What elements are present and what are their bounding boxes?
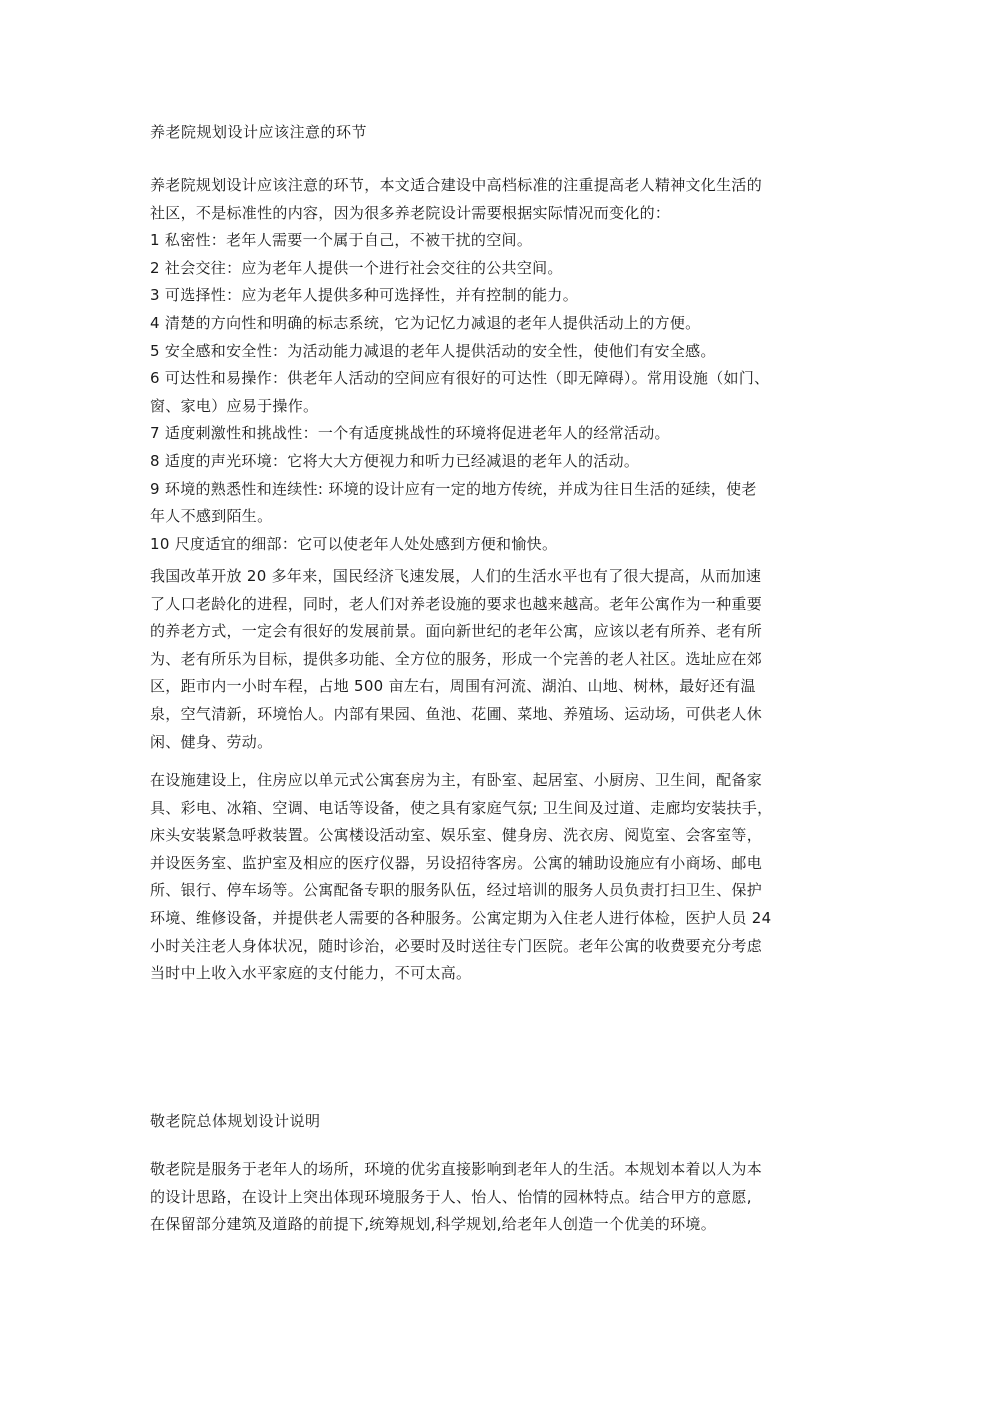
paragraph-line: 具、彩电、冰箱、空调、电话等设备，使之具有家庭气氛; 卫生间及过道、走廊均安装扶手， xyxy=(150,798,773,817)
list-item: 年人不感到陌生。 xyxy=(150,507,273,526)
paragraph-line: 的养老方式，一定会有很好的发展前景。面向新世纪的老年公寓，应该以老有所养、老有所 xyxy=(150,622,763,641)
paragraph-line: 所、银行、停车场等。公寓配备专职的服务队伍，经过培训的服务人员负责打扫卫生、保护 xyxy=(150,881,763,900)
section1-intro xyxy=(150,172,860,227)
list-item: 4 清楚的方向性和明确的标志系统，它为记忆力减退的老年人提供活动上的方便。 xyxy=(150,313,701,332)
list-item: 5 安全感和安全性：为活动能力减退的老年人提供活动的安全性，使他们有安全感。 xyxy=(150,341,716,360)
paragraph-line: 环境、维修设备，并提供老人需要的各种服务。公寓定期为入住老人进行体检，医护人员 24 xyxy=(150,908,772,927)
paragraph-line: 的设计思路，在设计上突出体现环境服务于人、怡人、怡情的园林特点。结合甲方的意愿, xyxy=(150,1187,752,1206)
paragraph-line: 小时关注老人身体状况，随时诊治，必要时及时送往专门医院。老年公寓的收费要充分考虑 xyxy=(150,936,763,955)
list-item: 2 社会交往：应为老年人提供一个进行社会交往的公共空间。 xyxy=(150,258,563,277)
paragraph-line: 在设施建设上，住房应以单元式公寓套房为主，有卧室、起居室、小厨房、卫生间，配备家 xyxy=(150,771,763,789)
section1-title: 养老院规划设计应该注意的环节 xyxy=(150,123,368,141)
list-item: 10 尺度适宜的细部：它可以使老年人处处感到方便和愉快。 xyxy=(150,534,558,553)
intro-line: 养老院规划设计应该注意的环节，本文适合建设中高档标准的注重提高老人精神文化生活的 xyxy=(150,176,763,194)
paragraph-line: 并设医务室、监护室及相应的医疗仪器，另设招待客房。公寓的辅助设施应有小商场、邮电 xyxy=(150,853,763,872)
list-item: 6 可达性和易操作：供老年人活动的空间应有很好的可达性（即无障碍）。常用设施（如门、 xyxy=(150,369,770,388)
paragraph-line: 泉，空气清新，环境怡人。内部有果园、鱼池、花圃、菜地、养殖场、运动场，可供老人休 xyxy=(150,704,763,723)
list-item: 7 适度刺激性和挑战性：一个有适度挑战性的环境将促进老年人的经常活动。 xyxy=(150,424,670,443)
list-item: 1 私密性：老年人需要一个属于自己，不被干扰的空间。 xyxy=(150,231,533,250)
section1-paragraph-2 xyxy=(150,563,860,756)
paragraph-line: 床头安装紧急呼救装置。公寓楼设活动室、娱乐室、健身房、洗衣房、阅览室、会客室等， xyxy=(150,826,763,845)
list-item: 9 环境的熟悉性和连续性: 环境的设计应有一定的地方传统，并成为往日生活的延续，使老 xyxy=(150,479,757,498)
list-item: 3 可选择性：应为老年人提供多种可选择性，并有控制的能力。 xyxy=(150,286,579,305)
list-item: 8 适度的声光环境：它将大大方便视力和听力已经减退的老年人的活动。 xyxy=(150,451,640,470)
paragraph-line: 为、老有所乐为目标，提供多功能、全方位的服务，形成一个完善的老人社区。选址应在郊 xyxy=(150,649,763,668)
intro-line: 社区，不是标准性的内容，因为很多养老院设计需要根据实际情况而变化的： xyxy=(150,203,671,222)
paragraph-line: 区，距市内一小时车程，占地 500 亩左右，周围有河流、湖泊、山地、树林，最好还有温 xyxy=(150,677,756,696)
section2-title-block xyxy=(150,1109,860,1133)
paragraph-line: 了人口老龄化的进程，同时，老人们对养老设施的要求也越来越高。老年公寓作为一种重要 xyxy=(150,594,763,613)
paragraph-line: 敬老院是服务于老年人的场所，环境的优劣直接影响到老年人的生活。本规划本着以人为本 xyxy=(150,1160,763,1178)
list-item: 窗、家电）应易于操作。 xyxy=(150,396,319,415)
section1-list xyxy=(150,227,860,558)
section2-paragraph xyxy=(150,1156,860,1239)
paragraph-line: 在保留部分建筑及道路的前提下,统筹规划,科学规划,给老年人创造一个优美的环境。 xyxy=(150,1215,717,1234)
section1-paragraph-3 xyxy=(150,767,860,988)
paragraph-line: 当时中上收入水平家庭的支付能力，不可太高。 xyxy=(150,964,472,983)
paragraph-line: 我国改革开放 20 多年来，国民经济飞速发展，人们的生活水平也有了很大提高，从而加速 xyxy=(150,567,762,585)
section2-title: 敬老院总体规划设计说明 xyxy=(150,1112,321,1130)
section1-title-block xyxy=(150,120,860,144)
paragraph-line: 闲、健身、劳动。 xyxy=(150,732,273,751)
section1-intro-block xyxy=(150,172,860,558)
